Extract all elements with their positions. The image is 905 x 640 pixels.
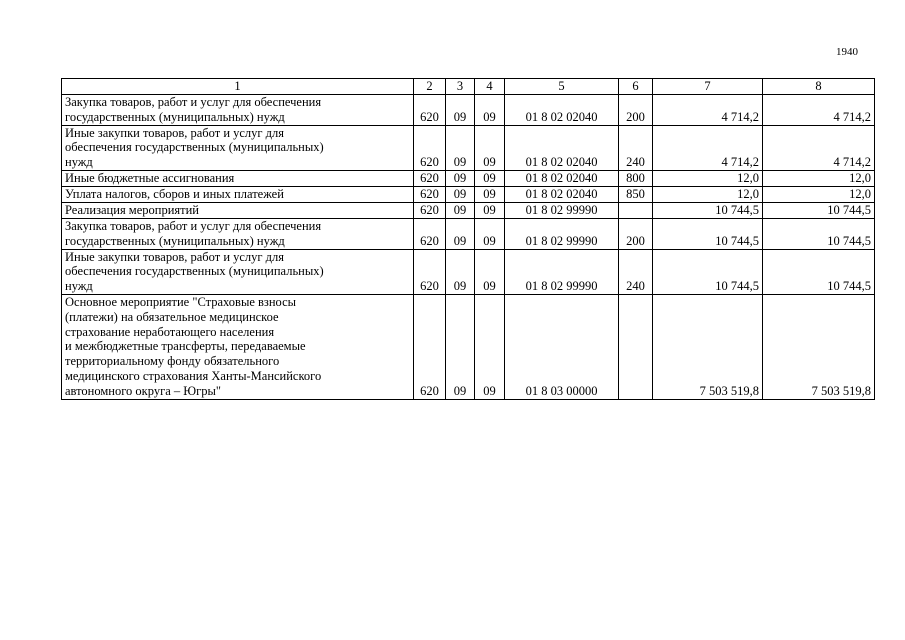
cell-amount-8: 12,0 [763, 186, 875, 202]
cell-code: 620 [414, 125, 446, 170]
cell-subsection: 09 [475, 202, 505, 218]
row-name-cell: Закупка товаров, работ и услуг для обеспечения государственных (муниципальных) нужд [62, 95, 414, 126]
cell-section: 09 [446, 294, 475, 399]
cell-amount-8: 7 503 519,8 [763, 294, 875, 399]
cell-code: 620 [414, 170, 446, 186]
cell-amount-7: 12,0 [653, 170, 763, 186]
row-name-cell: Основное мероприятие "Страховые взносы (платежи) на обязательное медицинское страхование неработающего населения и межбюджетные трансферты, передаваемые территориальному фонду обязательного медицинского страхования Ханты-Мансийского автономного округа – Югры" [62, 294, 414, 399]
header-cell: 5 [505, 79, 619, 95]
cell-subsection: 09 [475, 125, 505, 170]
row-name-cell: Иные закупки товаров, работ и услуг для обеспечения государственных (муниципальных) нужд [62, 125, 414, 170]
cell-target: 01 8 02 99990 [505, 218, 619, 249]
row-name-cell: Закупка товаров, работ и услуг для обеспечения государственных (муниципальных) нужд [62, 218, 414, 249]
cell-section: 09 [446, 170, 475, 186]
header-cell: 1 [62, 79, 414, 95]
header-cell: 4 [475, 79, 505, 95]
cell-amount-7: 4 714,2 [653, 95, 763, 126]
cell-amount-7: 10 744,5 [653, 218, 763, 249]
cell-subsection: 09 [475, 95, 505, 126]
cell-code: 620 [414, 186, 446, 202]
header-cell: 6 [619, 79, 653, 95]
table-row [62, 249, 875, 294]
cell-subsection: 09 [475, 218, 505, 249]
header-cell: 3 [446, 79, 475, 95]
cell-target: 01 8 02 99990 [505, 202, 619, 218]
cell-type: 240 [619, 125, 653, 170]
cell-subsection: 09 [475, 170, 505, 186]
cell-amount-7: 4 714,2 [653, 125, 763, 170]
cell-amount-8: 10 744,5 [763, 218, 875, 249]
cell-type [619, 294, 653, 399]
cell-amount-8: 12,0 [763, 170, 875, 186]
cell-amount-8: 10 744,5 [763, 202, 875, 218]
cell-code: 620 [414, 294, 446, 399]
cell-section: 09 [446, 186, 475, 202]
cell-target: 01 8 02 02040 [505, 186, 619, 202]
cell-type: 800 [619, 170, 653, 186]
cell-section: 09 [446, 218, 475, 249]
cell-amount-8: 4 714,2 [763, 95, 875, 126]
header-cell: 8 [763, 79, 875, 95]
cell-type: 200 [619, 95, 653, 126]
table-row [62, 125, 875, 170]
cell-type: 200 [619, 218, 653, 249]
cell-target: 01 8 02 02040 [505, 95, 619, 126]
table-row [62, 95, 875, 126]
table-row [62, 186, 875, 202]
header-cell: 2 [414, 79, 446, 95]
row-name-cell: Уплата налогов, сборов и иных платежей [62, 186, 414, 202]
cell-amount-7: 10 744,5 [653, 202, 763, 218]
cell-code: 620 [414, 95, 446, 126]
cell-section: 09 [446, 202, 475, 218]
cell-code: 620 [414, 202, 446, 218]
cell-amount-8: 10 744,5 [763, 249, 875, 294]
table-row [62, 170, 875, 186]
header-cell: 7 [653, 79, 763, 95]
cell-code: 620 [414, 218, 446, 249]
cell-amount-7: 10 744,5 [653, 249, 763, 294]
cell-section: 09 [446, 125, 475, 170]
row-name-cell: Иные закупки товаров, работ и услуг для обеспечения государственных (муниципальных) нужд [62, 249, 414, 294]
cell-section: 09 [446, 95, 475, 126]
cell-subsection: 09 [475, 249, 505, 294]
budget-table [61, 78, 875, 400]
page-number: 1940 [836, 46, 858, 58]
cell-subsection: 09 [475, 186, 505, 202]
cell-subsection: 09 [475, 294, 505, 399]
cell-type: 850 [619, 186, 653, 202]
cell-code: 620 [414, 249, 446, 294]
cell-target: 01 8 02 02040 [505, 170, 619, 186]
cell-type [619, 202, 653, 218]
table-row [62, 294, 875, 399]
cell-target: 01 8 03 00000 [505, 294, 619, 399]
row-name-cell: Иные бюджетные ассигнования [62, 170, 414, 186]
cell-amount-7: 12,0 [653, 186, 763, 202]
table-row [62, 202, 875, 218]
cell-section: 09 [446, 249, 475, 294]
table-row [62, 218, 875, 249]
cell-target: 01 8 02 02040 [505, 125, 619, 170]
table-header-row [62, 79, 875, 95]
cell-type: 240 [619, 249, 653, 294]
cell-target: 01 8 02 99990 [505, 249, 619, 294]
cell-amount-8: 4 714,2 [763, 125, 875, 170]
row-name-cell: Реализация мероприятий [62, 202, 414, 218]
cell-amount-7: 7 503 519,8 [653, 294, 763, 399]
